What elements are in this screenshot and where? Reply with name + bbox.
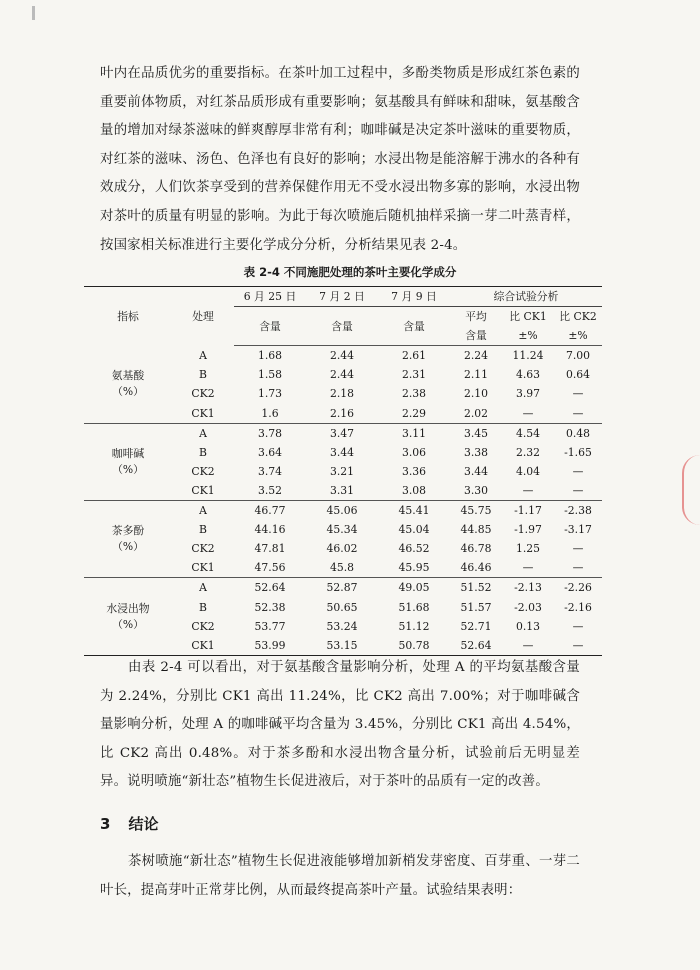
indicator-unit: （%） (112, 462, 144, 476)
cell-t: A (199, 581, 207, 595)
table-row (84, 423, 602, 443)
cell-d2: 52.87 (326, 581, 358, 595)
indicator-cell (84, 501, 172, 578)
indicator-name: 氨基酸 (111, 369, 145, 383)
cell-ck1: — (502, 481, 554, 501)
cell-d2: 50.65 (326, 600, 358, 614)
cell-ck1: -1.97 (514, 523, 542, 537)
indicator-unit: （%） (112, 617, 144, 631)
cell-d2: 2.44 (329, 349, 355, 363)
cell-d2: 3.44 (329, 445, 355, 459)
cell-ck2: — (572, 387, 584, 401)
cell-d1: 1.58 (257, 368, 283, 382)
cell-avg: 3.30 (450, 481, 502, 501)
cell-d3: 2.38 (401, 387, 427, 401)
cell-d1: 47.81 (254, 542, 286, 556)
cell-ck2: -3.17 (564, 523, 592, 537)
cell-d3: 2.29 (378, 404, 450, 424)
header-indicator: 指标 (84, 287, 172, 346)
cell-t: A (199, 426, 207, 440)
cell-t: B (199, 368, 207, 382)
cell-ck2: — (554, 404, 602, 424)
header-date-2: 7 月 2 日 (306, 287, 378, 307)
cell-d3: 3.06 (401, 445, 427, 459)
header-average-line2: 含量 (465, 329, 487, 343)
cell-t: B (199, 445, 207, 459)
cell-ck1: 4.54 (515, 426, 541, 440)
cell-ck2: -2.16 (564, 600, 592, 614)
cell-d1: 1.73 (257, 387, 283, 401)
cell-d1: 46.77 (254, 504, 286, 518)
cell-avg: 52.64 (450, 636, 502, 656)
table-caption: 表 2-4 不同施肥处理的茶叶主要化学成分 (243, 265, 457, 279)
cell-ck1: 1.25 (515, 542, 541, 556)
cell-d1: 3.74 (257, 464, 283, 478)
cell-t: CK2 (191, 619, 215, 633)
cell-ck2: — (572, 464, 584, 478)
cell-ck1: 4.04 (515, 464, 541, 478)
cell-d1: 3.78 (257, 426, 283, 440)
cell-t: CK2 (191, 542, 215, 556)
indicator-cell (84, 346, 172, 423)
header-vs-ck1 (502, 307, 554, 346)
cell-d3: 3.36 (401, 464, 427, 478)
chemical-composition-table (84, 286, 602, 656)
cell-d2: 3.47 (329, 426, 355, 440)
cell-ck2: 0.64 (565, 368, 591, 382)
header-vs-ck2 (554, 307, 602, 346)
cell-ck1: 3.97 (515, 387, 541, 401)
analysis-paragraph: 由表 2-4 可以看出，对于氨基酸含量影响分析，处理 A 的平均氨基酸含量为 2.24%，分别比 CK1 高出 11.24%，比 CK2 高出 7.00%；对于咖啡碱含量影响分析，处理 A 的咖啡碱平均含量为 3.45%，分别比 CK1 高出 4.54%，比 CK2 高出 0.48%。对于茶多酚和水浸出物含量分析，试验前后无明显差异。说明喷施“新壮态”植物生长促进液后，对于茶叶的品质有一定的改善。 (100, 660, 580, 790)
cell-d2: 45.06 (326, 504, 358, 518)
cell-d3: 3.08 (378, 481, 450, 501)
indicator-name: 咖啡碱 (111, 446, 145, 460)
cell-d1: 44.16 (254, 523, 286, 537)
header-content-3: 含量 (378, 307, 450, 346)
cell-d1: 3.64 (257, 445, 283, 459)
cell-d1: 52.64 (254, 581, 286, 595)
cell-d3: 45.04 (398, 523, 430, 537)
cell-d1: 52.38 (254, 600, 286, 614)
cell-ck2: -2.38 (564, 504, 592, 518)
cell-ck1: 4.63 (515, 368, 541, 382)
cell-t: B (199, 600, 207, 614)
cell-ck2: 0.48 (565, 426, 591, 440)
cell-ck2: — (572, 619, 584, 633)
cell-ck1: 2.32 (515, 445, 541, 459)
cell-d1: 3.52 (234, 481, 306, 501)
table-row (84, 578, 602, 598)
cell-avg: 3.38 (463, 445, 489, 459)
cell-t: B (199, 523, 207, 537)
indicator-cell (84, 423, 172, 500)
cell-d3: 2.31 (401, 368, 427, 382)
cell-t: CK1 (172, 481, 234, 501)
cell-d3: 49.05 (398, 581, 430, 595)
cell-ck2: — (554, 481, 602, 501)
cell-avg: 3.45 (463, 426, 489, 440)
section-title: 结论 (128, 815, 159, 833)
cell-avg: 51.57 (460, 600, 492, 614)
cell-avg: 2.10 (463, 387, 489, 401)
cell-ck1: — (502, 558, 554, 578)
cell-d3: 3.11 (401, 426, 427, 440)
header-average-line1: 平均 (465, 310, 487, 324)
header-vs-ck1-line2: ±% (518, 329, 538, 343)
cell-d3: 45.95 (378, 558, 450, 578)
cell-d2: 46.02 (326, 542, 358, 556)
conclusion-paragraph: 茶树喷施“新壮态”植物生长促进液能够增加新梢发芽密度、百芽重、一芽二叶长，提高芽叶正常芽比例，从而最终提高茶叶产量。试验结果表明： (100, 854, 580, 898)
cell-t: A (199, 349, 207, 363)
table-row (84, 346, 602, 366)
cell-d3: 50.78 (378, 636, 450, 656)
cell-ck2: -1.65 (564, 445, 592, 459)
cell-avg: 46.46 (450, 558, 502, 578)
indicator-cell (84, 578, 172, 655)
cell-d1: 47.56 (234, 558, 306, 578)
cell-d3: 51.68 (398, 600, 430, 614)
table-row (84, 501, 602, 521)
cell-t: A (199, 504, 207, 518)
section-heading (100, 813, 176, 834)
cell-d2: 2.44 (329, 368, 355, 382)
cell-ck2: -2.26 (564, 581, 592, 595)
cell-d2: 53.24 (326, 619, 358, 633)
header-content-2: 含量 (306, 307, 378, 346)
cell-d2: 45.34 (326, 523, 358, 537)
cell-d3: 2.61 (401, 349, 427, 363)
cell-d3: 51.12 (398, 619, 430, 633)
cell-avg: 52.71 (460, 619, 492, 633)
header-date-1: 6 月 25 日 (234, 287, 306, 307)
cell-d2: 3.31 (306, 481, 378, 501)
header-vs-ck2-line1: 比 CK2 (559, 310, 597, 324)
cell-d3: 46.52 (398, 542, 430, 556)
cell-avg: 3.44 (463, 464, 489, 478)
indicator-name: 水浸出物 (106, 601, 150, 615)
cell-t: CK1 (172, 404, 234, 424)
cell-t: CK1 (172, 558, 234, 578)
header-average (450, 307, 502, 346)
cell-d2: 53.15 (306, 636, 378, 656)
cell-ck1: 0.13 (515, 619, 541, 633)
header-treatment: 处理 (172, 287, 234, 346)
cell-ck1: -2.13 (514, 581, 542, 595)
cell-avg: 44.85 (460, 523, 492, 537)
header-date-3: 7 月 9 日 (378, 287, 450, 307)
intro-paragraph: 叶内在品质优劣的重要指标。在茶叶加工过程中，多酚类物质是形成红茶色素的重要前体物质，对红茶品质形成有重要影响；氨基酸具有鲜味和甜味，氨基酸含量的增加对绿茶滋味的鲜爽醇厚非常有利；咖啡碱是决定茶叶滋味的重要物质，对红茶的滋味、汤色、色泽也有良好的影响；水浸出物是能溶解于沸水的各种有效成分，人们饮茶享受到的营养保健作用无不受水浸出物多寡的影响，水浸出物对茶叶的质量有明显的影响。为此于每次喷施后随机抽样采摘一芽二叶蒸青样，按国家相关标准进行主要化学成分分析，分析结果见表 2-4。 (100, 66, 580, 253)
cell-d3: 45.41 (398, 504, 430, 518)
cell-t: CK2 (191, 464, 215, 478)
cell-avg: 2.02 (450, 404, 502, 424)
section-number: 3 (100, 815, 111, 833)
cell-t: CK1 (172, 636, 234, 656)
cell-d1: 53.99 (234, 636, 306, 656)
cell-ck1: 11.24 (512, 349, 544, 363)
indicator-unit: （%） (112, 540, 144, 554)
header-vs-ck2-line2: ±% (568, 329, 588, 343)
cell-d1: 1.6 (234, 404, 306, 424)
cell-avg: 46.78 (460, 542, 492, 556)
header-content-1: 含量 (234, 307, 306, 346)
cell-avg: 2.24 (463, 349, 489, 363)
cell-t: CK2 (191, 387, 215, 401)
cell-d1: 53.77 (254, 619, 286, 633)
cell-ck1: — (502, 404, 554, 424)
cell-ck2: — (554, 558, 602, 578)
header-vs-ck1-line1: 比 CK1 (509, 310, 547, 324)
cell-d2: 2.18 (329, 387, 355, 401)
indicator-name: 茶多酚 (111, 524, 145, 538)
scan-mark (32, 6, 35, 20)
cell-ck2: — (572, 542, 584, 556)
red-stamp-edge (682, 455, 700, 525)
cell-ck1: -2.03 (514, 600, 542, 614)
cell-avg: 2.11 (463, 368, 489, 382)
cell-ck1: -1.17 (514, 504, 542, 518)
cell-d2: 45.8 (306, 558, 378, 578)
cell-d2: 3.21 (329, 464, 355, 478)
cell-avg: 51.52 (460, 581, 492, 595)
indicator-unit: （%） (112, 385, 144, 399)
cell-ck2: — (554, 636, 602, 656)
cell-d1: 1.68 (257, 349, 283, 363)
cell-avg: 45.75 (460, 504, 492, 518)
cell-ck1: — (502, 636, 554, 656)
header-analysis: 综合试验分析 (450, 287, 602, 307)
cell-ck2: 7.00 (565, 349, 591, 363)
cell-d2: 2.16 (306, 404, 378, 424)
header-row-1 (84, 287, 602, 307)
